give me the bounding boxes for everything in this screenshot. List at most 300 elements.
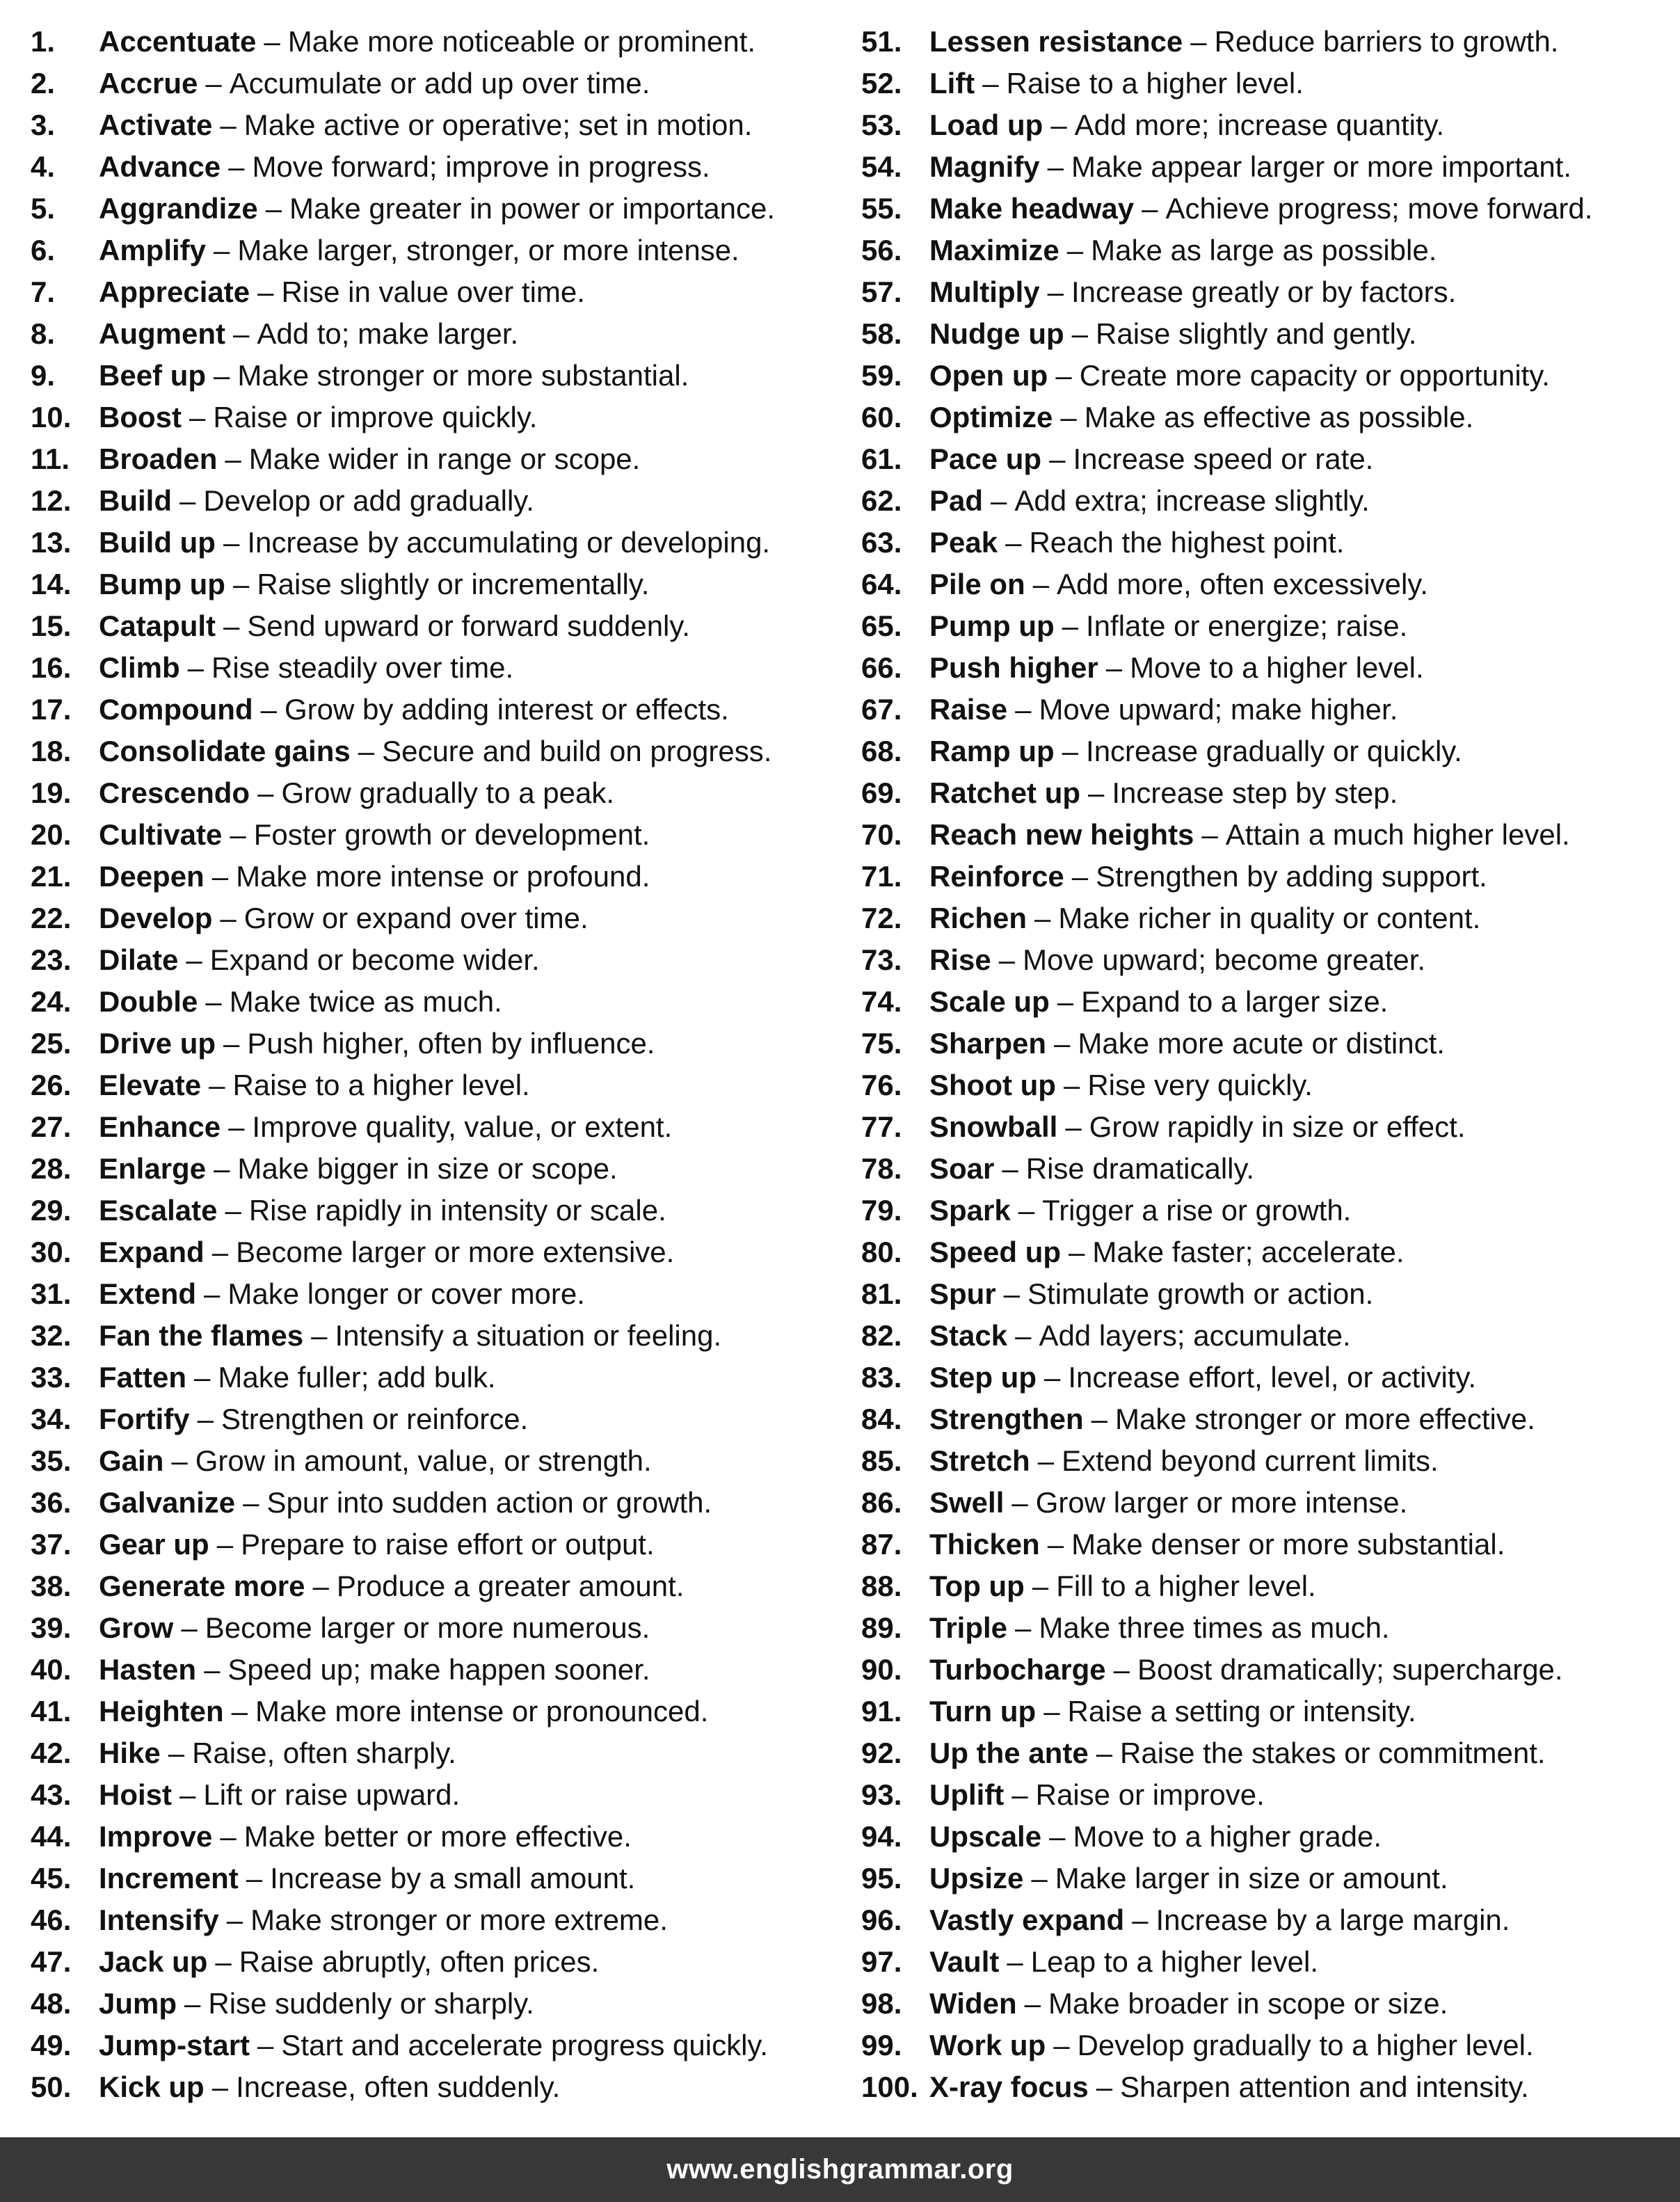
item-number: 97. (861, 1945, 902, 1978)
item-separator: – (1069, 1236, 1085, 1268)
list-item (861, 1774, 1675, 1816)
list-item (861, 689, 1675, 731)
list-item (31, 1357, 858, 1398)
item-definition: Extend beyond current limits. (1062, 1444, 1439, 1477)
item-separator: – (1053, 2029, 1070, 2061)
item-number: 2. (31, 67, 56, 99)
item-definition: Foster growth or development. (253, 818, 650, 851)
item-number: 14. (31, 568, 72, 600)
item-number: 73. (861, 943, 902, 976)
item-definition: Leap to a higher level. (1030, 1945, 1319, 1978)
item-word: Heighten (99, 1695, 224, 1728)
list-item (861, 1524, 1675, 1565)
item-number: 7. (31, 276, 56, 308)
left-column (31, 21, 858, 2108)
item-word: X-ray focus (929, 2071, 1089, 2103)
item-number: 34. (31, 1403, 72, 1435)
item-number: 52. (861, 67, 902, 99)
list-item (31, 1858, 858, 1899)
item-number: 12. (31, 484, 72, 517)
item-definition: Add extra; increase slightly. (1014, 484, 1370, 517)
item-separator: – (1071, 317, 1088, 350)
item-separator: – (194, 1361, 211, 1394)
item-number: 39. (31, 1611, 72, 1644)
list-item (861, 1190, 1675, 1231)
item-separator: – (991, 484, 1007, 517)
item-separator: – (204, 1277, 221, 1310)
item-word: Boost (99, 401, 182, 433)
list-item (861, 1357, 1675, 1398)
list-item (861, 772, 1675, 814)
item-separator: – (1047, 150, 1064, 183)
item-word: Ramp up (929, 735, 1055, 767)
item-separator: – (1057, 985, 1074, 1018)
list-item (861, 1106, 1675, 1148)
item-separator: – (1015, 1611, 1032, 1644)
item-definition: Expand to a larger size. (1081, 985, 1389, 1018)
item-word: Dilate (99, 943, 179, 976)
item-separator: – (223, 1027, 240, 1060)
word-list (0, 21, 1680, 2115)
item-definition: Rise steadily over time. (211, 651, 514, 684)
list-item (861, 63, 1675, 104)
item-definition: Move upward; become greater. (1023, 943, 1426, 976)
item-definition: Make broader in scope or size. (1048, 1987, 1448, 2020)
item-number: 18. (31, 735, 72, 767)
item-definition: Increase gradually or quickly. (1086, 735, 1462, 767)
item-number: 23. (31, 943, 72, 976)
item-number: 1. (31, 25, 56, 58)
item-separator: – (1201, 818, 1218, 851)
list-item (861, 1607, 1675, 1649)
item-separator: – (311, 1319, 328, 1352)
item-separator: – (1091, 1403, 1108, 1435)
item-number: 55. (861, 192, 902, 225)
item-separator: – (1088, 776, 1105, 809)
item-separator: – (1007, 1945, 1023, 1978)
item-number: 21. (31, 860, 72, 893)
list-item (31, 605, 858, 647)
item-definition: Increase speed or rate. (1073, 442, 1374, 475)
item-separator: – (181, 1611, 198, 1644)
item-separator: – (1050, 109, 1067, 141)
item-number: 63. (861, 526, 902, 559)
list-item (861, 480, 1675, 522)
item-number: 72. (861, 902, 902, 934)
item-separator: – (168, 1737, 185, 1769)
item-separator: – (197, 1403, 214, 1435)
item-definition: Become larger or more numerous. (205, 1611, 650, 1644)
item-number: 10. (31, 401, 72, 433)
item-number: 42. (31, 1737, 72, 1769)
item-separator: – (257, 276, 274, 308)
item-definition: Prepare to raise effort or output. (241, 1528, 655, 1561)
item-separator: – (257, 776, 274, 809)
item-separator: – (1096, 1737, 1113, 1769)
item-definition: Raise or improve. (1035, 1778, 1265, 1811)
item-definition: Make longer or cover more. (227, 1277, 585, 1310)
item-definition: Accumulate or add up over time. (229, 67, 650, 99)
item-number: 38. (31, 1570, 72, 1602)
list-item (31, 1023, 858, 1064)
item-separator: – (220, 109, 237, 141)
item-separator: – (1011, 1778, 1028, 1811)
item-definition: Make faster; accelerate. (1092, 1236, 1405, 1268)
list-item (861, 438, 1675, 480)
item-word: Enlarge (99, 1152, 207, 1185)
item-definition: Strengthen by adding support. (1096, 860, 1487, 893)
item-definition: Attain a much higher level. (1225, 818, 1570, 851)
item-number: 67. (861, 693, 902, 726)
item-number: 81. (861, 1277, 902, 1310)
item-definition: Develop gradually to a higher level. (1077, 2029, 1534, 2061)
item-separator: – (1060, 401, 1077, 433)
list-item (31, 1607, 858, 1649)
list-item (31, 104, 858, 146)
list-item (861, 1315, 1675, 1357)
item-separator: – (998, 943, 1016, 976)
item-separator: – (1044, 1361, 1061, 1394)
item-number: 65. (861, 609, 902, 642)
item-number: 83. (861, 1361, 902, 1394)
list-item (31, 188, 858, 230)
item-definition: Add more; increase quantity. (1074, 109, 1445, 141)
list-item (861, 856, 1675, 897)
item-definition: Develop or add gradually. (203, 484, 534, 517)
item-separator: – (214, 1152, 230, 1185)
item-number: 48. (31, 1987, 72, 2020)
list-item (31, 355, 858, 397)
list-item (31, 480, 858, 522)
item-word: Beef up (99, 359, 207, 392)
item-separator: – (220, 902, 237, 934)
item-number: 68. (861, 735, 902, 767)
item-word: Turn up (929, 1695, 1037, 1728)
item-word: Grow (99, 1611, 174, 1644)
item-separator: – (1005, 526, 1022, 559)
item-definition: Raise or improve quickly. (213, 401, 538, 433)
item-word: Speed up (929, 1236, 1062, 1268)
item-separator: – (312, 1570, 329, 1602)
item-word: Elevate (99, 1069, 202, 1101)
item-separator: – (243, 1486, 259, 1519)
item-word: Reach new heights (929, 818, 1194, 851)
item-definition: Make richer in quality or content. (1058, 902, 1481, 934)
item-separator: – (246, 1862, 263, 1894)
item-separator: – (1132, 1904, 1149, 1936)
list-item (861, 1023, 1675, 1064)
item-definition: Add more, often excessively. (1057, 568, 1428, 600)
item-definition: Make as effective as possible. (1084, 401, 1474, 433)
list-item (31, 1524, 858, 1565)
list-item (861, 1691, 1675, 1732)
list-item (31, 856, 858, 897)
list-item (861, 1440, 1675, 1482)
item-word: Jack up (99, 1945, 208, 1978)
item-separator: – (232, 568, 250, 600)
item-separator: – (257, 2029, 274, 2061)
item-number: 59. (861, 359, 902, 392)
item-number: 80. (861, 1236, 902, 1268)
item-separator: – (982, 67, 999, 99)
item-word: Widen (929, 1987, 1017, 2020)
item-definition: Push higher, often by influence. (247, 1027, 655, 1060)
item-number: 96. (861, 1904, 902, 1936)
item-definition: Make stronger or more effective. (1115, 1403, 1535, 1435)
item-word: Snowball (929, 1110, 1058, 1143)
list-item (31, 1190, 858, 1231)
item-separator: – (1032, 568, 1050, 600)
list-item (861, 1482, 1675, 1524)
list-item (31, 689, 858, 731)
item-word: Step up (929, 1361, 1037, 1394)
item-definition: Grow in amount, value, or strength. (195, 1444, 652, 1477)
item-number: 31. (31, 1277, 72, 1310)
list-item (31, 271, 858, 313)
list-item (861, 2025, 1675, 2066)
item-word: Swell (929, 1486, 1005, 1519)
item-word: Upsize (929, 1862, 1024, 1894)
item-word: Increment (99, 1862, 239, 1894)
item-word: Intensify (99, 1904, 219, 1936)
item-word: Ratchet up (929, 776, 1081, 809)
item-separator: – (228, 1110, 245, 1143)
item-separator: – (264, 25, 280, 58)
item-separator: – (226, 1904, 243, 1936)
list-item (31, 1398, 858, 1440)
item-number: 20. (31, 818, 72, 851)
list-item (861, 1273, 1675, 1315)
item-number: 24. (31, 985, 72, 1018)
list-item (31, 1440, 858, 1482)
item-number: 86. (861, 1486, 902, 1519)
item-definition: Rise suddenly or sharply. (208, 1987, 534, 2020)
item-separator: – (1190, 25, 1207, 58)
list-item (31, 1899, 858, 1941)
item-number: 62. (861, 484, 902, 517)
item-separator: – (189, 401, 206, 433)
item-word: Cultivate (99, 818, 223, 851)
item-number: 4. (31, 150, 56, 183)
item-word: Develop (99, 902, 213, 934)
item-definition: Grow larger or more intense. (1035, 1486, 1408, 1519)
item-number: 16. (31, 651, 72, 684)
item-separator: – (216, 1528, 234, 1561)
list-item (861, 605, 1675, 647)
item-separator: – (209, 1069, 225, 1101)
item-word: Upscale (929, 1820, 1042, 1853)
item-number: 5. (31, 192, 56, 225)
item-separator: – (1015, 1319, 1032, 1352)
item-separator: – (223, 609, 240, 642)
item-definition: Raise to a higher level. (1006, 67, 1304, 99)
item-separator: – (1071, 860, 1089, 893)
item-number: 27. (31, 1110, 72, 1143)
list-item (31, 1732, 858, 1774)
item-definition: Spur into sudden action or growth. (266, 1486, 712, 1519)
item-separator: – (1003, 1277, 1021, 1310)
item-separator: – (1047, 1528, 1064, 1561)
item-number: 36. (31, 1486, 72, 1519)
item-separator: – (179, 484, 196, 517)
item-definition: Reduce barriers to growth. (1214, 25, 1559, 58)
item-word: Peak (929, 526, 998, 559)
list-item (861, 981, 1675, 1023)
item-number: 8. (31, 317, 56, 350)
item-word: Galvanize (99, 1486, 236, 1519)
item-definition: Strengthen or reinforce. (221, 1403, 529, 1435)
item-definition: Make more intense or pronounced. (255, 1695, 709, 1728)
item-separator: – (1062, 609, 1079, 642)
item-word: Generate more (99, 1570, 305, 1602)
item-number: 51. (861, 25, 902, 58)
item-word: Climb (99, 651, 180, 684)
item-definition: Move forward; improve in progress. (252, 150, 710, 183)
list-item (861, 522, 1675, 564)
item-definition: Rise in value over time. (281, 276, 585, 308)
list-item (31, 1315, 858, 1357)
item-separator: – (1062, 735, 1079, 767)
item-number: 35. (31, 1444, 72, 1477)
item-number: 47. (31, 1945, 72, 1978)
item-number: 15. (31, 609, 72, 642)
item-number: 100. (861, 2071, 918, 2103)
item-word: Kick up (99, 2071, 205, 2103)
item-definition: Rise rapidly in intensity or scale. (248, 1194, 666, 1227)
item-separator: – (186, 943, 202, 976)
item-definition: Increase effort, level, or activity. (1068, 1361, 1477, 1394)
item-word: Deepen (99, 860, 205, 893)
item-word: Fan the flames (99, 1319, 304, 1352)
item-word: Compound (99, 693, 253, 726)
item-separator: – (1018, 1194, 1035, 1227)
footer-url[interactable]: www.englishgrammar.org (666, 2154, 1014, 2185)
list-item (31, 230, 858, 271)
item-definition: Grow by adding interest or effects. (284, 693, 729, 726)
item-word: Hike (99, 1737, 161, 1769)
item-number: 79. (861, 1194, 902, 1227)
item-separator: – (1047, 276, 1064, 308)
item-definition: Increase, often suddenly. (236, 2071, 561, 2103)
item-number: 22. (31, 902, 72, 934)
item-word: Drive up (99, 1027, 216, 1060)
list-item (31, 897, 858, 939)
item-separator: – (215, 1945, 232, 1978)
item-word: Advance (99, 150, 221, 183)
item-definition: Create more capacity or opportunity. (1079, 359, 1550, 392)
item-word: Thicken (929, 1528, 1040, 1561)
item-number: 95. (861, 1862, 902, 1894)
item-separator: – (204, 1653, 221, 1686)
item-word: Optimize (929, 401, 1053, 433)
item-definition: Make denser or more substantial. (1071, 1528, 1505, 1561)
item-word: Hoist (99, 1778, 172, 1811)
item-separator: – (171, 1444, 188, 1477)
list-item (861, 271, 1675, 313)
list-item (861, 564, 1675, 605)
item-number: 77. (861, 1110, 902, 1143)
item-number: 66. (861, 651, 902, 684)
item-word: Pile on (929, 568, 1025, 600)
item-separator: – (214, 359, 230, 392)
list-item (31, 1565, 858, 1607)
item-definition: Send upward or forward suddenly. (247, 609, 690, 642)
item-separator: – (1034, 902, 1051, 934)
item-definition: Start and accelerate progress quickly. (281, 2029, 768, 2061)
item-number: 91. (861, 1695, 902, 1728)
item-definition: Increase by a small amount. (270, 1862, 636, 1894)
list-item (861, 1148, 1675, 1190)
item-word: Uplift (929, 1778, 1005, 1811)
item-word: Accrue (99, 67, 198, 99)
item-number: 78. (861, 1152, 902, 1185)
item-definition: Add to; make larger. (257, 317, 519, 350)
item-number: 76. (861, 1069, 902, 1101)
item-definition: Inflate or energize; raise. (1086, 609, 1408, 642)
item-number: 29. (31, 1194, 72, 1227)
item-separator: – (1113, 1653, 1130, 1686)
item-word: Magnify (929, 150, 1040, 183)
item-definition: Increase by a large margin. (1155, 1904, 1510, 1936)
item-number: 46. (31, 1904, 72, 1936)
list-item (31, 1816, 858, 1858)
item-definition: Increase greatly or by factors. (1071, 276, 1457, 308)
footer-bar (0, 2137, 1680, 2202)
item-separator: – (358, 735, 375, 767)
list-item (861, 731, 1675, 772)
item-word: Make headway (929, 192, 1135, 225)
item-separator: – (1043, 1695, 1060, 1728)
item-definition: Add layers; accumulate. (1039, 1319, 1351, 1352)
right-column (861, 21, 1675, 2108)
item-number: 45. (31, 1862, 72, 1894)
item-word: Spur (929, 1277, 996, 1310)
item-separator: – (220, 1820, 237, 1853)
item-number: 40. (31, 1653, 72, 1686)
list-item (31, 981, 858, 1023)
list-item (31, 939, 858, 981)
list-item (861, 313, 1675, 355)
item-word: Gear up (99, 1528, 209, 1561)
item-word: Scale up (929, 985, 1050, 1018)
item-definition: Make larger, stronger, or more intense. (237, 234, 739, 266)
list-item (31, 1774, 858, 1816)
item-word: Turbocharge (929, 1653, 1106, 1686)
item-word: Augment (99, 317, 225, 350)
item-number: 26. (31, 1069, 72, 1101)
list-item (31, 1273, 858, 1315)
item-separator: – (1031, 1862, 1048, 1894)
item-word: Hasten (99, 1653, 197, 1686)
item-number: 75. (861, 1027, 902, 1060)
item-number: 92. (861, 1737, 902, 1769)
item-separator: – (233, 317, 250, 350)
list-item (31, 1064, 858, 1106)
item-separator: – (1049, 1820, 1066, 1853)
item-word: Pad (929, 484, 984, 517)
item-word: Open up (929, 359, 1048, 392)
item-word: Push higher (929, 651, 1098, 684)
item-number: 11. (31, 442, 70, 475)
item-word: Nudge up (929, 317, 1064, 350)
list-item (861, 1816, 1675, 1858)
item-word: Work up (929, 2029, 1046, 2061)
item-definition: Become larger or more extensive. (236, 1236, 675, 1268)
item-word: Lift (929, 67, 975, 99)
item-separator: – (230, 818, 246, 851)
item-word: Maximize (929, 234, 1059, 266)
item-number: 32. (31, 1319, 72, 1352)
